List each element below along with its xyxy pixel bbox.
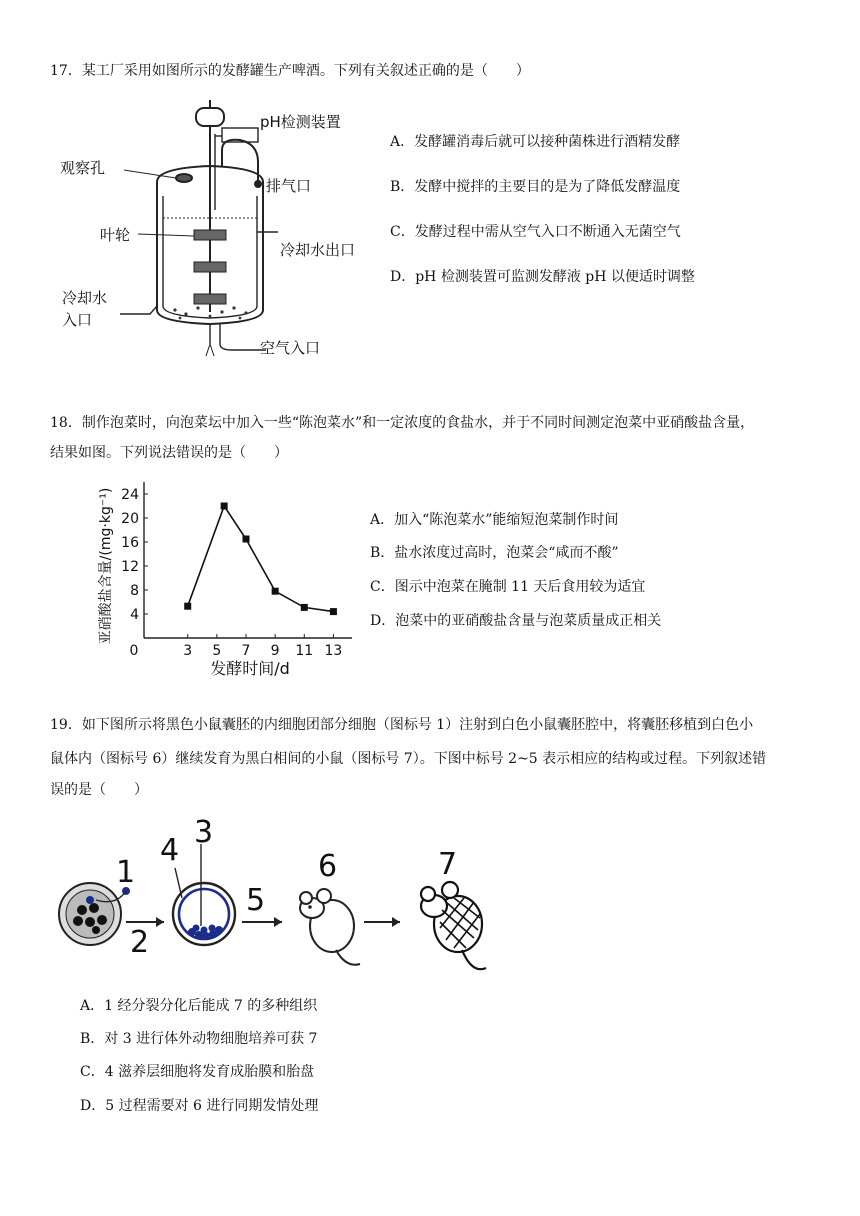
chart-x-tick-label: 7 [241,643,251,659]
chart-data-point [330,608,337,615]
q17-stem: 17．某工厂采用如图所示的发酵罐生产啤酒。下列有关叙述正确的是（ ） [50,63,530,79]
q17-option-b: B．发酵中搅拌的主要目的是为了降低发酵温度 [390,179,681,195]
chart-y-tick-label: 16 [121,535,139,551]
chart-x-tick-label: 11 [295,643,314,659]
label-window: 观察孔 [60,159,106,177]
fermenter-diagram [60,100,360,368]
chart-y-tick-label: 4 [130,607,139,623]
q19-option-a: A．1 经分裂分化后能成 7 的多种组织 [80,998,318,1014]
q19-stem-line3: 误的是（ ） [50,782,148,798]
chart-x-tick-label: 0 [129,643,139,659]
chart-x-tick-label: 3 [183,643,193,659]
fig-label-7: 7 [438,847,458,882]
q19-stem-line2: 鼠体内（图标号 6）继续发育为黑白相间的小鼠（图标号 7）。下图中标号 2~5 表示相应的结构或过程。下列叙述错 [50,751,767,767]
chart-y-tick-label: 12 [121,559,139,575]
q19-option-b: B．对 3 进行体外动物细胞培养可获 7 [80,1031,318,1047]
chart-data-point [184,603,191,610]
q17-option-d: D．pH 检测装置可监测发酵液 pH 以便适时调整 [390,269,695,285]
chart-series-line [188,506,334,612]
embryo-chimera-diagram [54,818,504,980]
label-coolant-in-1: 冷却水 [62,289,108,307]
q18-option-c: C．图示中泡菜在腌制 11 天后食用较为适宜 [370,579,646,595]
fig-label-1: 1 [116,855,136,890]
q19-option-c: C．4 滋养层细胞将发育成胎膜和胎盘 [80,1064,315,1080]
fig-label-6: 6 [318,849,338,884]
fig-label-3: 3 [194,818,214,850]
q17-option-c: C．发酵过程中需从空气入口不断通入无菌空气 [390,224,681,240]
chart-data-point [272,588,279,595]
label-impeller: 叶轮 [100,226,131,244]
q18-option-a: A．加入“陈泡菜水”能缩短泡菜制作时间 [370,512,619,528]
fig-label-4: 4 [160,833,180,868]
q18-stem-line2: 结果如图。下列说法错误的是（ ） [50,445,288,461]
chart-data-point [221,503,228,510]
q17-option-a: A．发酵罐消毒后就可以接种菌株进行酒精发酵 [390,134,681,150]
label-air-in: 空气入口 [260,339,321,357]
label-exhaust: 排气口 [266,177,312,195]
chart-data-point [243,536,250,543]
fig-label-5: 5 [246,883,266,918]
q19-option-d: D．5 过程需要对 6 进行同期发情处理 [80,1098,319,1114]
label-coolant-in-2: 入口 [62,311,93,329]
q19-stem-line1: 19．如下图所示将黑色小鼠囊胚的内细胞团部分细胞（图标号 1）注射到白色小鼠囊胚腔中，将囊胚移植到白色小 [50,717,754,733]
label-coolant-out: 冷却水出口 [280,241,356,259]
nitrite-chart [92,478,360,682]
fig-label-2: 2 [130,925,150,960]
label-ph-device: pH检测装置 [260,113,341,131]
chart-x-tick-label: 9 [270,643,280,659]
chart-y-tick-label: 20 [121,511,139,527]
q18-option-d: D．泡菜中的亚硝酸盐含量与泡菜质量成正相关 [370,613,662,629]
chart-data-point [301,604,308,611]
q18-stem-line1: 18．制作泡菜时，向泡菜坛中加入一些“陈泡菜水”和一定浓度的食盐水，并于不同时间测定泡菜中亚硝酸盐含量， [50,415,755,431]
chart-y-tick-label: 8 [130,583,139,599]
chart-y-tick-label: 24 [121,487,139,503]
chart-x-tick-label: 5 [212,643,222,659]
q18-option-b: B．盐水浓度过高时，泡菜会“咸而不酸” [370,545,619,561]
chart-y-axis-label: 亚硝酸盐含量/(mg·kg⁻¹) [98,487,114,645]
chart-x-tick-label: 13 [324,643,343,659]
chart-x-axis-label: 发酵时间/d [210,659,290,678]
